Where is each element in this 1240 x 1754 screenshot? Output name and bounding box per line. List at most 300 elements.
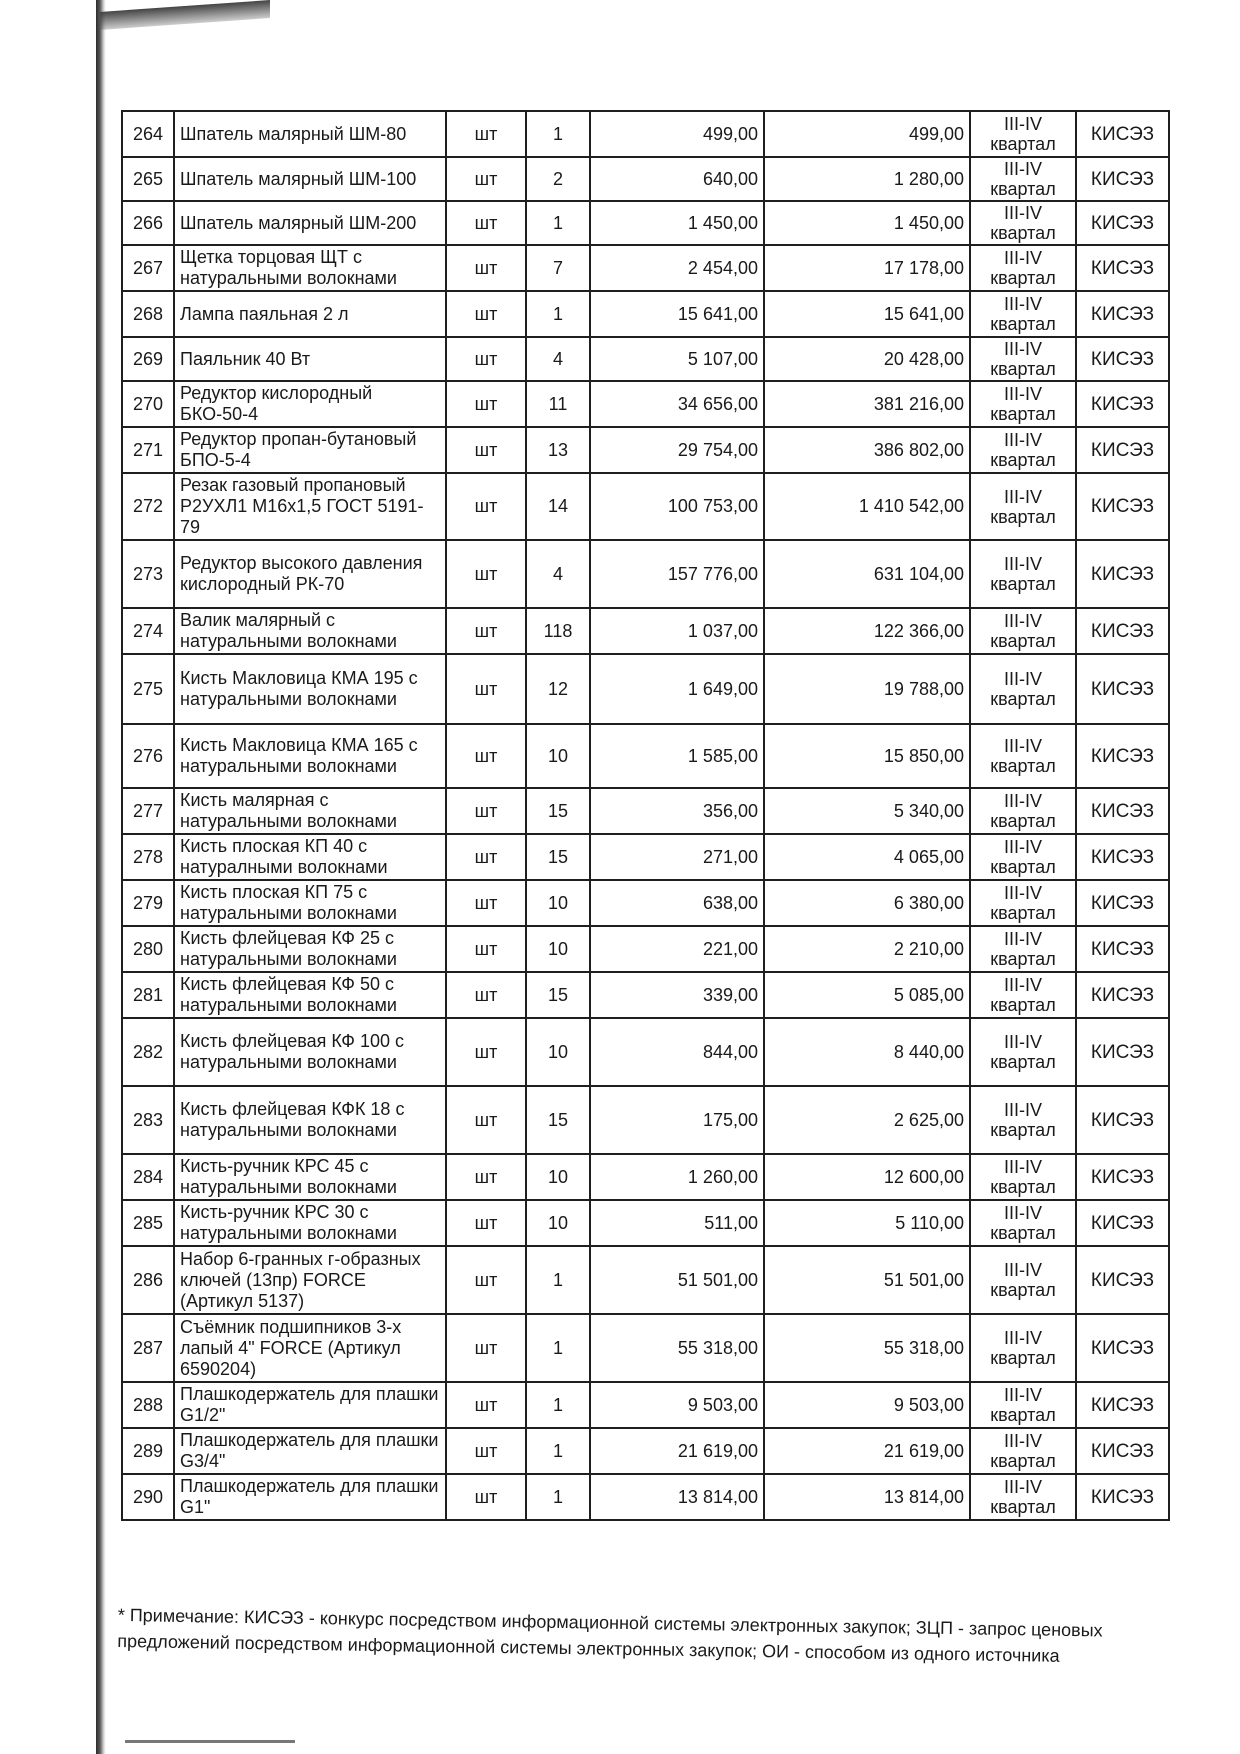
- term-label: квартал: [990, 404, 1056, 424]
- item-total: 631 104,00: [764, 540, 970, 608]
- item-quantity: 11: [526, 381, 590, 427]
- item-total: 20 428,00: [764, 337, 970, 381]
- item-method: КИСЭЗ: [1076, 291, 1169, 337]
- table-row: [122, 540, 1169, 608]
- item-term: [970, 1246, 1076, 1314]
- item-method: КИСЭЗ: [1076, 1246, 1169, 1314]
- item-quantity: 1: [526, 1246, 590, 1314]
- item-unit: шт: [446, 1314, 526, 1382]
- term-label: квартал: [990, 811, 1056, 831]
- term-quarters: III-IV: [1003, 883, 1042, 903]
- item-total: 5 085,00: [764, 972, 970, 1018]
- item-quantity: 10: [526, 1154, 590, 1200]
- item-unit: шт: [446, 1154, 526, 1200]
- table-row: [122, 1314, 1169, 1382]
- item-total: 2 625,00: [764, 1086, 970, 1154]
- item-name: Плашкодержатель для плашки G1/2": [174, 1382, 446, 1428]
- item-method: КИСЭЗ: [1076, 972, 1169, 1018]
- table-row: [122, 1474, 1169, 1520]
- procurement-table: [121, 110, 1170, 1521]
- row-number: 271: [122, 427, 174, 473]
- term-quarters: III-IV: [1003, 114, 1042, 134]
- item-price: 339,00: [590, 972, 764, 1018]
- term-quarters: III-IV: [1003, 1385, 1042, 1405]
- item-total: 499,00: [764, 111, 970, 157]
- term-quarters: III-IV: [1003, 159, 1042, 179]
- item-name: Валик малярный с натуральными волокнами: [174, 608, 446, 654]
- item-unit: шт: [446, 111, 526, 157]
- item-method: КИСЭЗ: [1076, 1154, 1169, 1200]
- item-quantity: 1: [526, 1314, 590, 1382]
- item-name: Шпатель малярный ШМ-100: [174, 157, 446, 201]
- row-number: 285: [122, 1200, 174, 1246]
- table-row: [122, 1200, 1169, 1246]
- item-quantity: 4: [526, 540, 590, 608]
- item-method: КИСЭЗ: [1076, 834, 1169, 880]
- row-number: 287: [122, 1314, 174, 1382]
- item-method: КИСЭЗ: [1076, 1200, 1169, 1246]
- item-unit: шт: [446, 157, 526, 201]
- item-name: Кисть-ручник КРС 45 с натуральными волокнами: [174, 1154, 446, 1200]
- item-quantity: 10: [526, 880, 590, 926]
- item-price: 157 776,00: [590, 540, 764, 608]
- item-term: [970, 1200, 1076, 1246]
- table-row: [122, 788, 1169, 834]
- item-term: [970, 834, 1076, 880]
- item-price: 55 318,00: [590, 1314, 764, 1382]
- item-price: 51 501,00: [590, 1246, 764, 1314]
- item-price: 34 656,00: [590, 381, 764, 427]
- item-method: КИСЭЗ: [1076, 540, 1169, 608]
- table-row: [122, 291, 1169, 337]
- row-number: 283: [122, 1086, 174, 1154]
- item-unit: шт: [446, 1246, 526, 1314]
- item-total: 1 280,00: [764, 157, 970, 201]
- item-term: [970, 1382, 1076, 1428]
- term-quarters: III-IV: [1003, 791, 1042, 811]
- item-quantity: 13: [526, 427, 590, 473]
- item-name: Кисть флейцевая КФК 18 с натуральными волокнами: [174, 1086, 446, 1154]
- row-number: 286: [122, 1246, 174, 1314]
- item-price: 1 260,00: [590, 1154, 764, 1200]
- term-quarters: III-IV: [1003, 1032, 1042, 1052]
- item-unit: шт: [446, 291, 526, 337]
- item-term: [970, 291, 1076, 337]
- term-quarters: III-IV: [1003, 736, 1042, 756]
- row-number: 268: [122, 291, 174, 337]
- item-method: КИСЭЗ: [1076, 1474, 1169, 1520]
- term-label: квартал: [990, 1120, 1056, 1140]
- item-method: КИСЭЗ: [1076, 724, 1169, 788]
- term-quarters: III-IV: [1003, 837, 1042, 857]
- item-name: Редуктор кислородный БКО-50-4: [174, 381, 446, 427]
- table-body: [122, 111, 1169, 1520]
- item-quantity: 10: [526, 1200, 590, 1246]
- item-unit: шт: [446, 608, 526, 654]
- item-term: [970, 337, 1076, 381]
- term-label: квартал: [990, 1223, 1056, 1243]
- item-total: 4 065,00: [764, 834, 970, 880]
- item-name: Кисть флейцевая КФ 25 с натуральными волокнами: [174, 926, 446, 972]
- item-total: 13 814,00: [764, 1474, 970, 1520]
- table-row: [122, 1428, 1169, 1474]
- item-total: 5 340,00: [764, 788, 970, 834]
- item-price: 1 450,00: [590, 201, 764, 245]
- item-method: КИСЭЗ: [1076, 1018, 1169, 1086]
- term-quarters: III-IV: [1003, 1328, 1042, 1348]
- row-number: 282: [122, 1018, 174, 1086]
- term-quarters: III-IV: [1003, 669, 1042, 689]
- table-row: [122, 201, 1169, 245]
- item-term: [970, 201, 1076, 245]
- term-label: квартал: [990, 756, 1056, 776]
- item-term: [970, 926, 1076, 972]
- item-quantity: 15: [526, 1086, 590, 1154]
- table-row: [122, 157, 1169, 201]
- item-quantity: 12: [526, 654, 590, 724]
- table-row: [122, 427, 1169, 473]
- item-name: Кисть Макловица КМА 195 с натуральными волокнами: [174, 654, 446, 724]
- item-quantity: 15: [526, 972, 590, 1018]
- item-quantity: 118: [526, 608, 590, 654]
- item-total: 381 216,00: [764, 381, 970, 427]
- term-label: квартал: [990, 1177, 1056, 1197]
- term-label: квартал: [990, 450, 1056, 470]
- item-quantity: 1: [526, 1474, 590, 1520]
- item-name: Лампа паяльная 2 л: [174, 291, 446, 337]
- item-name: Кисть-ручник КРС 30 с натуральными волокнами: [174, 1200, 446, 1246]
- item-total: 12 600,00: [764, 1154, 970, 1200]
- item-unit: шт: [446, 1200, 526, 1246]
- item-unit: шт: [446, 473, 526, 540]
- term-quarters: III-IV: [1003, 486, 1042, 507]
- item-price: 2 454,00: [590, 245, 764, 291]
- term-quarters: III-IV: [1003, 1157, 1042, 1177]
- row-number: 270: [122, 381, 174, 427]
- scan-shadow-top: [100, 0, 270, 30]
- item-price: 640,00: [590, 157, 764, 201]
- term-quarters: III-IV: [1003, 611, 1042, 631]
- table-row: [122, 654, 1169, 724]
- term-label: квартал: [990, 631, 1056, 651]
- term-quarters: III-IV: [1003, 384, 1042, 404]
- row-number: 288: [122, 1382, 174, 1428]
- term-label: квартал: [990, 1405, 1056, 1425]
- item-total: 9 503,00: [764, 1382, 970, 1428]
- table-row: [122, 1382, 1169, 1428]
- item-method: КИСЭЗ: [1076, 337, 1169, 381]
- item-term: [970, 245, 1076, 291]
- item-term: [970, 880, 1076, 926]
- item-term: [970, 473, 1076, 540]
- item-term: [970, 427, 1076, 473]
- item-unit: шт: [446, 427, 526, 473]
- row-number: 267: [122, 245, 174, 291]
- item-total: 19 788,00: [764, 654, 970, 724]
- item-name: Плашкодержатель для плашки G3/4": [174, 1428, 446, 1474]
- table-row: [122, 1018, 1169, 1086]
- item-term: [970, 381, 1076, 427]
- item-unit: шт: [446, 834, 526, 880]
- item-method: КИСЭЗ: [1076, 880, 1169, 926]
- item-quantity: 15: [526, 834, 590, 880]
- row-number: 280: [122, 926, 174, 972]
- item-name: Щетка торцовая ЩТ с натуральными волокнами: [174, 245, 446, 291]
- item-unit: шт: [446, 926, 526, 972]
- term-label: квартал: [990, 857, 1056, 877]
- item-quantity: 2: [526, 157, 590, 201]
- item-term: [970, 654, 1076, 724]
- term-quarters: III-IV: [1003, 430, 1042, 450]
- item-name: Кисть плоская КП 75 с натуральными волокнами: [174, 880, 446, 926]
- item-total: 6 380,00: [764, 880, 970, 926]
- item-method: КИСЭЗ: [1076, 427, 1169, 473]
- item-quantity: 7: [526, 245, 590, 291]
- table-row: [122, 1154, 1169, 1200]
- item-unit: шт: [446, 245, 526, 291]
- row-number: 265: [122, 157, 174, 201]
- row-number: 290: [122, 1474, 174, 1520]
- term-quarters: III-IV: [1003, 975, 1042, 995]
- item-price: 1 649,00: [590, 654, 764, 724]
- row-number: 284: [122, 1154, 174, 1200]
- item-method: КИСЭЗ: [1076, 1314, 1169, 1382]
- item-name: Паяльник 40 Вт: [174, 337, 446, 381]
- row-number: 275: [122, 654, 174, 724]
- item-method: КИСЭЗ: [1076, 111, 1169, 157]
- table-row: [122, 111, 1169, 157]
- item-total: 5 110,00: [764, 1200, 970, 1246]
- table-row: [122, 381, 1169, 427]
- item-method: КИСЭЗ: [1076, 654, 1169, 724]
- table-row: [122, 880, 1169, 926]
- item-name: Кисть флейцевая КФ 50 с натуральными волокнами: [174, 972, 446, 1018]
- item-term: [970, 1018, 1076, 1086]
- term-label: квартал: [990, 903, 1056, 923]
- term-quarters: III-IV: [1003, 294, 1042, 314]
- item-term: [970, 157, 1076, 201]
- item-unit: шт: [446, 654, 526, 724]
- item-price: 1 585,00: [590, 724, 764, 788]
- item-term: [970, 540, 1076, 608]
- table-row: [122, 1246, 1169, 1314]
- term-label: квартал: [990, 689, 1056, 709]
- item-total: 122 366,00: [764, 608, 970, 654]
- item-term: [970, 1474, 1076, 1520]
- item-name: Резак газовый пропановый Р2УХЛ1 М16х1,5 ГОСТ 5191-79: [174, 473, 446, 540]
- row-number: 274: [122, 608, 174, 654]
- item-unit: шт: [446, 337, 526, 381]
- row-number: 264: [122, 111, 174, 157]
- item-price: 844,00: [590, 1018, 764, 1086]
- row-number: 281: [122, 972, 174, 1018]
- item-term: [970, 1428, 1076, 1474]
- item-total: 17 178,00: [764, 245, 970, 291]
- item-price: 221,00: [590, 926, 764, 972]
- item-name: Редуктор пропан-бутановый БПО-5-4: [174, 427, 446, 473]
- item-unit: шт: [446, 1382, 526, 1428]
- item-quantity: 1: [526, 291, 590, 337]
- item-term: [970, 724, 1076, 788]
- row-number: 279: [122, 880, 174, 926]
- term-label: квартал: [990, 1497, 1056, 1517]
- item-term: [970, 111, 1076, 157]
- item-unit: шт: [446, 1018, 526, 1086]
- item-total: 1 410 542,00: [764, 473, 970, 540]
- item-method: КИСЭЗ: [1076, 1428, 1169, 1474]
- item-name: Кисть Макловица КМА 165 с натуральными волокнами: [174, 724, 446, 788]
- item-price: 638,00: [590, 880, 764, 926]
- item-total: 15 641,00: [764, 291, 970, 337]
- table-row: [122, 473, 1169, 540]
- term-quarters: III-IV: [1003, 339, 1042, 359]
- item-total: 15 850,00: [764, 724, 970, 788]
- item-price: 1 037,00: [590, 608, 764, 654]
- scan-shadow-bottom: [125, 1740, 295, 1743]
- item-total: 2 210,00: [764, 926, 970, 972]
- item-method: КИСЭЗ: [1076, 608, 1169, 654]
- term-quarters: III-IV: [1003, 1203, 1042, 1223]
- item-quantity: 4: [526, 337, 590, 381]
- item-quantity: 1: [526, 201, 590, 245]
- term-quarters: III-IV: [1003, 929, 1042, 949]
- item-method: КИСЭЗ: [1076, 926, 1169, 972]
- term-quarters: III-IV: [1003, 554, 1042, 574]
- item-total: 386 802,00: [764, 427, 970, 473]
- table-row: [122, 972, 1169, 1018]
- item-method: КИСЭЗ: [1076, 201, 1169, 245]
- table-row: [122, 245, 1169, 291]
- item-price: 9 503,00: [590, 1382, 764, 1428]
- item-unit: шт: [446, 788, 526, 834]
- item-method: КИСЭЗ: [1076, 157, 1169, 201]
- item-name: Кисть флейцевая КФ 100 с натуральными волокнами: [174, 1018, 446, 1086]
- term-label: квартал: [990, 1052, 1056, 1072]
- item-price: 175,00: [590, 1086, 764, 1154]
- term-label: квартал: [990, 1348, 1056, 1368]
- item-quantity: 1: [526, 1382, 590, 1428]
- table-row: [122, 724, 1169, 788]
- item-total: 51 501,00: [764, 1246, 970, 1314]
- term-label: квартал: [990, 314, 1056, 334]
- item-price: 13 814,00: [590, 1474, 764, 1520]
- term-label: квартал: [990, 268, 1056, 288]
- item-price: 15 641,00: [590, 291, 764, 337]
- item-method: КИСЭЗ: [1076, 1382, 1169, 1428]
- row-number: 278: [122, 834, 174, 880]
- item-term: [970, 788, 1076, 834]
- row-number: 276: [122, 724, 174, 788]
- term-quarters: III-IV: [1003, 1260, 1042, 1280]
- item-unit: шт: [446, 1086, 526, 1154]
- item-price: 29 754,00: [590, 427, 764, 473]
- term-label: квартал: [990, 506, 1056, 527]
- item-quantity: 1: [526, 111, 590, 157]
- row-number: 269: [122, 337, 174, 381]
- item-price: 100 753,00: [590, 473, 764, 540]
- item-method: КИСЭЗ: [1076, 245, 1169, 291]
- item-name: Кисть малярная с натуральными волокнами: [174, 788, 446, 834]
- row-number: 289: [122, 1428, 174, 1474]
- item-price: 5 107,00: [590, 337, 764, 381]
- term-quarters: III-IV: [1003, 1431, 1042, 1451]
- item-method: КИСЭЗ: [1076, 788, 1169, 834]
- row-number: 272: [122, 473, 174, 540]
- item-unit: шт: [446, 201, 526, 245]
- item-term: [970, 1086, 1076, 1154]
- item-name: Шпатель малярный ШМ-80: [174, 111, 446, 157]
- table-row: [122, 834, 1169, 880]
- item-quantity: 1: [526, 1428, 590, 1474]
- table-row: [122, 926, 1169, 972]
- item-total: 1 450,00: [764, 201, 970, 245]
- item-quantity: 10: [526, 1018, 590, 1086]
- item-unit: шт: [446, 972, 526, 1018]
- item-unit: шт: [446, 1474, 526, 1520]
- item-term: [970, 608, 1076, 654]
- item-total: 8 440,00: [764, 1018, 970, 1086]
- item-name: Шпатель малярный ШМ-200: [174, 201, 446, 245]
- term-label: квартал: [990, 179, 1056, 199]
- item-method: КИСЭЗ: [1076, 1086, 1169, 1154]
- item-price: 499,00: [590, 111, 764, 157]
- table-row: [122, 608, 1169, 654]
- item-term: [970, 1154, 1076, 1200]
- item-price: 21 619,00: [590, 1428, 764, 1474]
- item-unit: шт: [446, 381, 526, 427]
- row-number: 266: [122, 201, 174, 245]
- item-unit: шт: [446, 724, 526, 788]
- term-label: квартал: [990, 949, 1056, 969]
- item-total: 55 318,00: [764, 1314, 970, 1382]
- row-number: 277: [122, 788, 174, 834]
- item-unit: шт: [446, 1428, 526, 1474]
- item-term: [970, 1314, 1076, 1382]
- item-method: КИСЭЗ: [1076, 381, 1169, 427]
- term-quarters: III-IV: [1003, 248, 1042, 268]
- table-row: [122, 337, 1169, 381]
- item-price: 271,00: [590, 834, 764, 880]
- item-quantity: 14: [526, 473, 590, 540]
- term-label: квартал: [990, 359, 1056, 379]
- item-price: 356,00: [590, 788, 764, 834]
- item-quantity: 15: [526, 788, 590, 834]
- item-method: КИСЭЗ: [1076, 473, 1169, 540]
- item-quantity: 10: [526, 724, 590, 788]
- item-total: 21 619,00: [764, 1428, 970, 1474]
- scan-shadow-left: [96, 0, 106, 1754]
- item-unit: шт: [446, 540, 526, 608]
- term-quarters: III-IV: [1003, 203, 1042, 223]
- term-quarters: III-IV: [1003, 1477, 1042, 1497]
- term-label: квартал: [990, 223, 1056, 243]
- term-quarters: III-IV: [1003, 1100, 1042, 1120]
- item-name: Кисть плоская КП 40 с натуралными волокнами: [174, 834, 446, 880]
- item-name: Съёмник подшипников 3-х лапый 4" FORCE (Артикул 6590204): [174, 1314, 446, 1382]
- term-label: квартал: [990, 1280, 1056, 1300]
- term-label: квартал: [990, 574, 1056, 594]
- item-name: Плашкодержатель для плашки G1": [174, 1474, 446, 1520]
- term-label: квартал: [990, 995, 1056, 1015]
- procurement-table-container: [121, 110, 1168, 1521]
- item-name: Набор 6-гранных г-образных ключей (13пр) FORCE (Артикул 5137): [174, 1246, 446, 1314]
- term-label: квартал: [990, 134, 1056, 154]
- table-row: [122, 1086, 1169, 1154]
- item-quantity: 10: [526, 926, 590, 972]
- row-number: 273: [122, 540, 174, 608]
- item-price: 511,00: [590, 1200, 764, 1246]
- item-unit: шт: [446, 880, 526, 926]
